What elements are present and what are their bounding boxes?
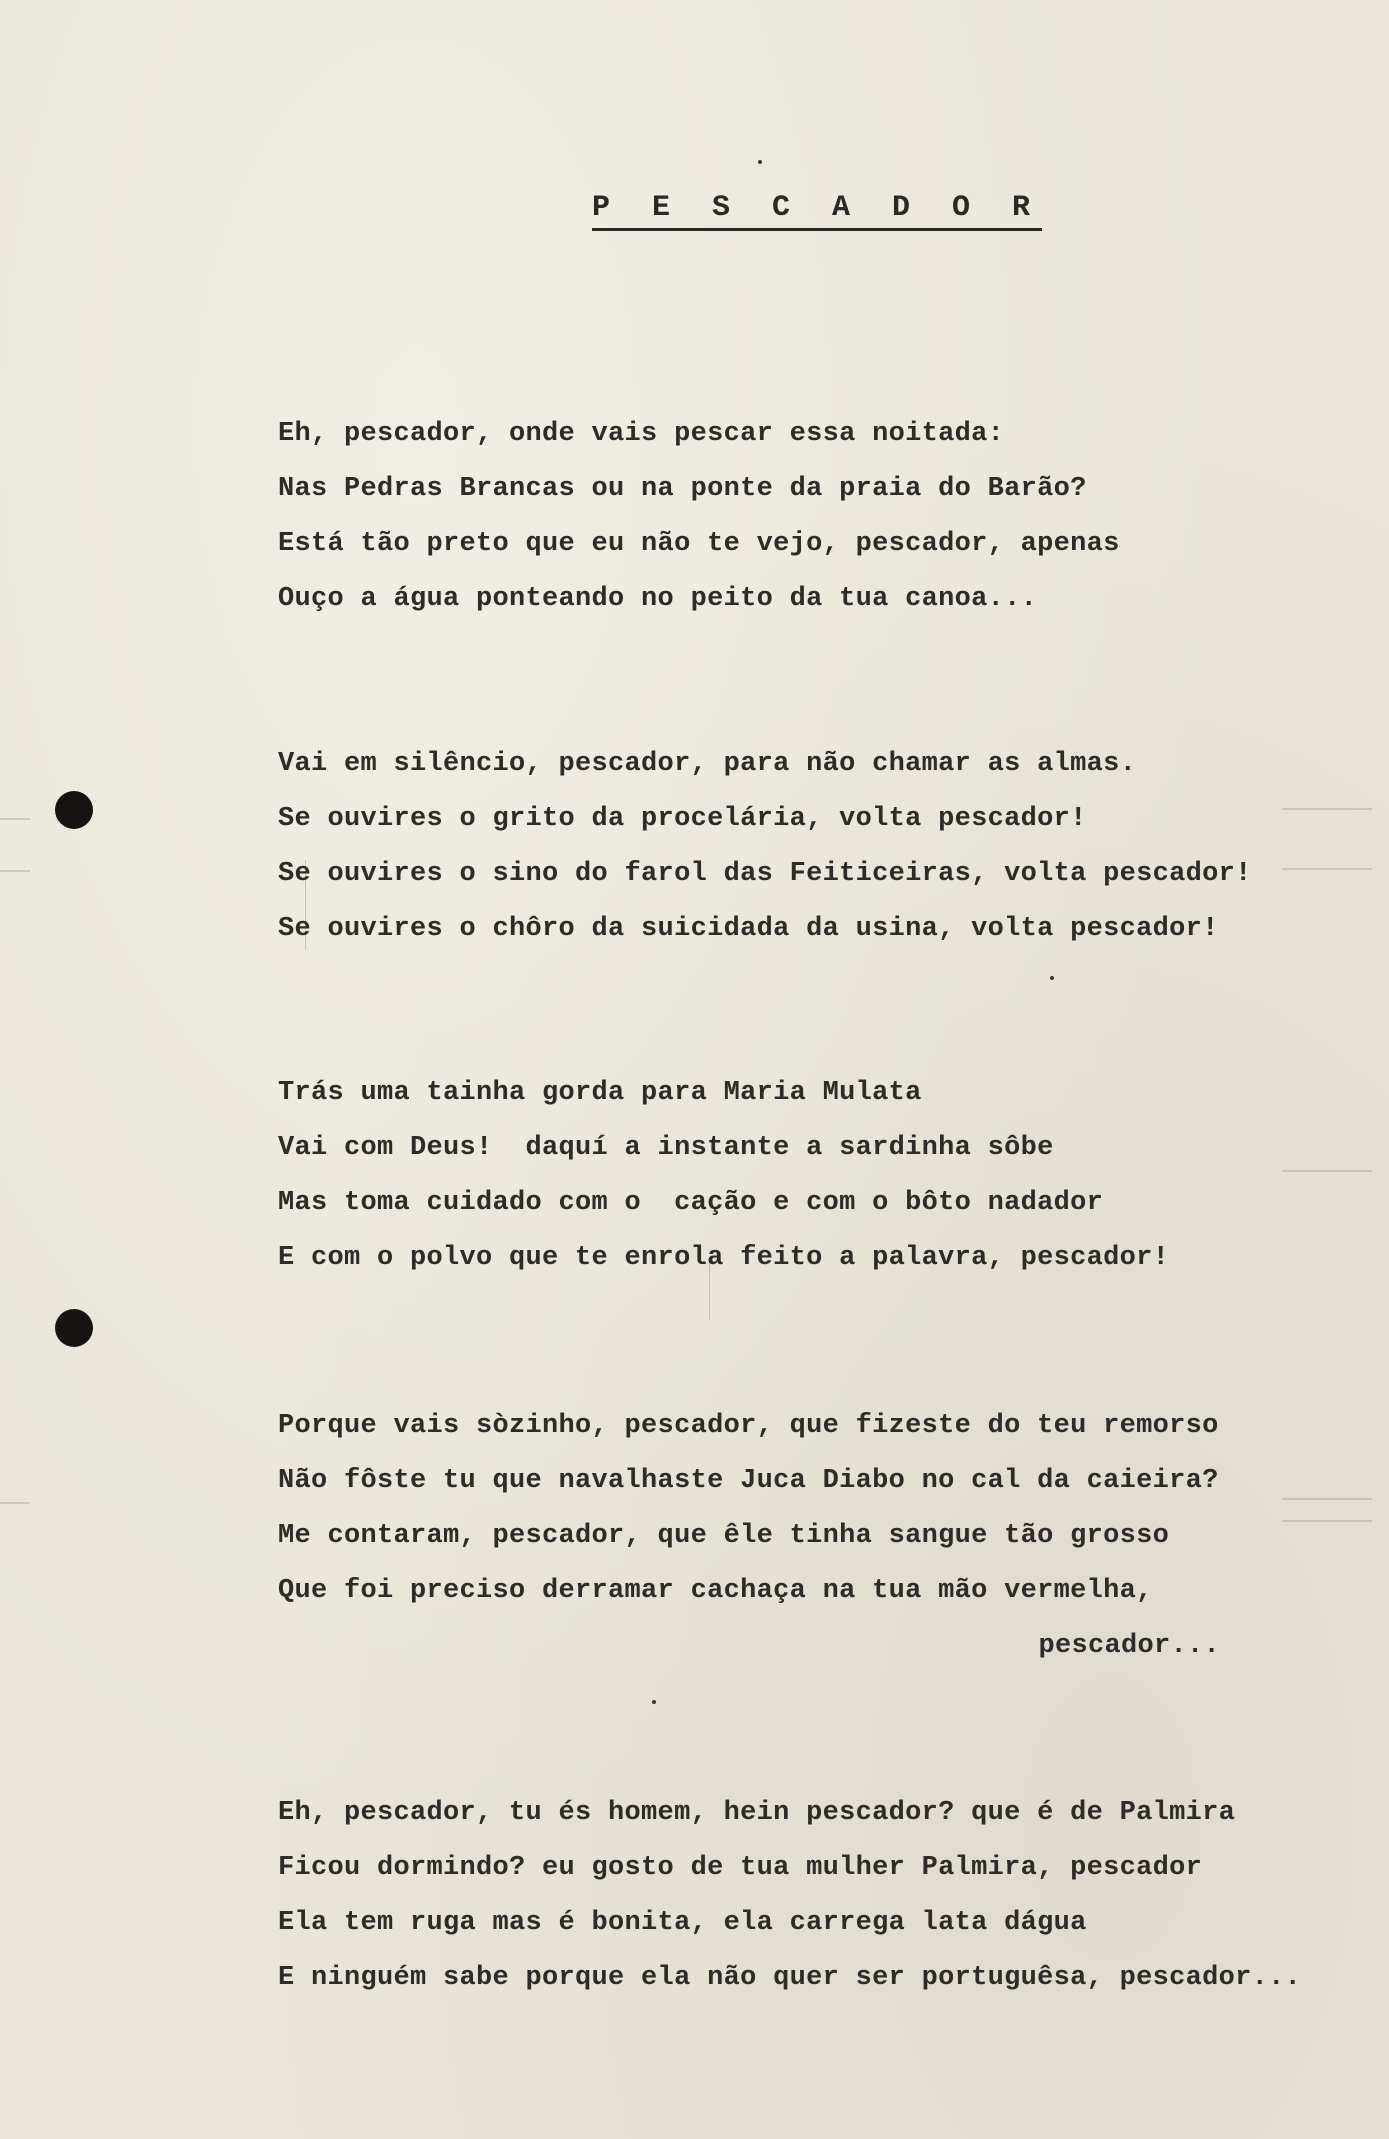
edge-mark — [0, 870, 30, 872]
poem-line: Vai em silêncio, pescador, para não chamar as almas. — [278, 749, 1137, 779]
stanza-5 — [278, 1786, 1338, 2006]
poem-line: Ela tem ruga mas é bonita, ela carrega lata dágua — [278, 1908, 1087, 1938]
poem-line: Trás uma tainha gorda para Maria Mulata — [278, 1078, 922, 1108]
poem-line: Vai com Deus! daquí a instante a sardinha sôbe — [278, 1133, 1054, 1163]
edge-mark — [0, 818, 30, 820]
poem-line: Se ouvires o sino do farol das Feiticeiras, volta pescador! — [278, 859, 1252, 889]
poem-line: Ouço a água ponteando no peito da tua canoa... — [278, 584, 1038, 614]
poem-line: Mas toma cuidado com o cação e com o bôto nadador — [278, 1188, 1104, 1218]
poem-line: E com o polvo que te enrola feito a palavra, pescador! — [278, 1243, 1170, 1273]
stanza-3 — [278, 1066, 1338, 1286]
ink-speck — [1050, 976, 1054, 980]
stanza-1 — [278, 407, 1338, 627]
edge-mark — [0, 1502, 30, 1504]
poem-line: Não fôste tu que navalhaste Juca Diabo no cal da caieira? — [278, 1466, 1219, 1496]
poem-line: Está tão preto que eu não te vejo, pescador, apenas — [278, 529, 1120, 559]
poem-line: Eh, pescador, onde vais pescar essa noitada: — [278, 419, 1005, 449]
poem-line: E ninguém sabe porque ela não quer ser portuguêsa, pescador... — [278, 1963, 1302, 1993]
poem-line: Ficou dormindo? eu gosto de tua mulher Palmira, pescador — [278, 1853, 1203, 1883]
poem-line: Se ouvires o grito da procelária, volta pescador! — [278, 804, 1087, 834]
poem-line: Me contaram, pescador, que êle tinha sangue tão grosso — [278, 1521, 1170, 1551]
poem-line-trailing: pescador... — [1038, 1631, 1220, 1661]
poem-line: Nas Pedras Brancas ou na ponte da praia do Barão? — [278, 474, 1087, 504]
poem-line: Que foi preciso derramar cachaça na tua mão vermelha, — [278, 1576, 1153, 1606]
poem-line: Se ouvires o chôro da suicidada da usina, volta pescador! — [278, 914, 1219, 944]
ink-speck — [652, 1700, 656, 1704]
punch-hole-bottom — [55, 1309, 93, 1347]
poem-line: Eh, pescador, tu és homem, hein pescador? que é de Palmira — [278, 1798, 1236, 1828]
stanza-4 — [278, 1399, 1338, 1674]
poem-title: P E S C A D O R — [592, 190, 1042, 231]
ink-speck — [758, 160, 762, 164]
stanza-2 — [278, 737, 1338, 957]
punch-hole-top — [55, 791, 93, 829]
poem-line: Porque vais sòzinho, pescador, que fizeste do teu remorso — [278, 1411, 1219, 1441]
